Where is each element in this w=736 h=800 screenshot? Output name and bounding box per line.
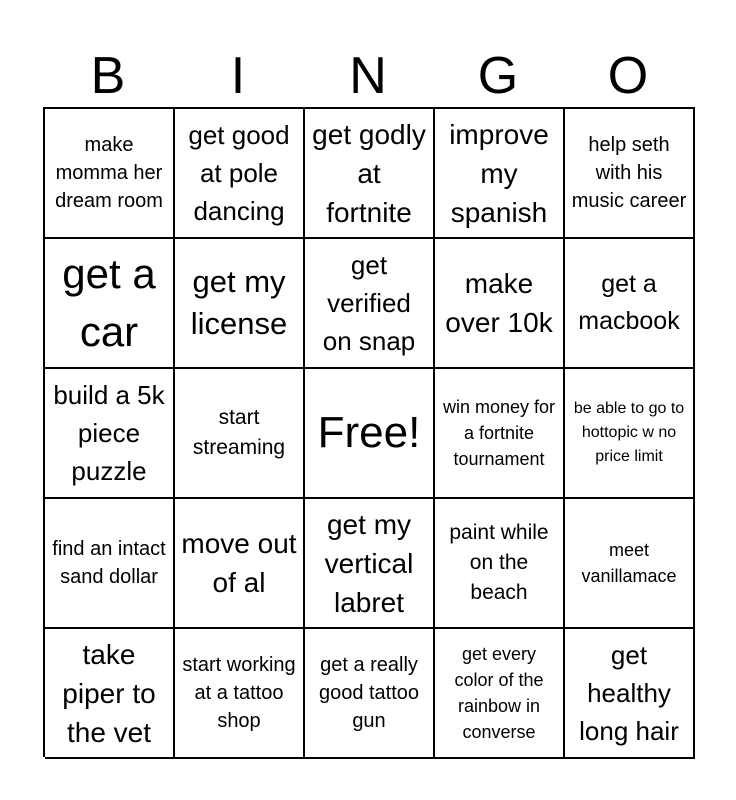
bingo-cell xyxy=(45,499,175,629)
bingo-cell xyxy=(435,109,565,239)
bingo-cell-text: improve my spanish xyxy=(449,118,549,228)
bingo-cell xyxy=(175,369,305,499)
bingo-cell-text: make over 10k xyxy=(445,268,553,338)
bingo-cell-text: meet vanillamace xyxy=(581,540,677,586)
bingo-cell xyxy=(435,629,565,759)
bingo-cell-text: make momma her dream room xyxy=(55,134,163,212)
bingo-cell-text: get my vertical labret xyxy=(324,508,414,618)
bingo-cell xyxy=(175,499,305,629)
bingo-cell xyxy=(435,499,565,629)
bingo-cell-text: start streaming xyxy=(192,406,286,459)
bingo-cell xyxy=(305,629,435,759)
bingo-header xyxy=(43,44,693,108)
bingo-cell-text: get every color of the rainbow in converse xyxy=(454,644,544,742)
bingo-cell xyxy=(305,109,435,239)
bingo-cell xyxy=(175,109,305,239)
bingo-cell-text: win money for a fortnite tournament xyxy=(442,397,556,469)
header-letter-b: B xyxy=(90,47,126,105)
bingo-cell xyxy=(45,369,175,499)
bingo-cell-text: get a car xyxy=(62,250,156,355)
bingo-cell-text: start working at a tattoo shop xyxy=(182,654,296,732)
bingo-cell-text: get good at pole dancing xyxy=(188,120,290,226)
free-space-cell xyxy=(305,369,435,499)
bingo-cell xyxy=(175,629,305,759)
bingo-cell-text: paint while on the beach xyxy=(449,521,549,604)
bingo-cell xyxy=(565,499,695,629)
header-letter-g: G xyxy=(477,47,519,105)
bingo-cell xyxy=(435,369,565,499)
bingo-cell-text: find an intact sand dollar xyxy=(52,538,166,588)
bingo-cell-text: get healthy long hair xyxy=(579,640,679,746)
bingo-cell xyxy=(565,369,695,499)
header-letter-o: O xyxy=(607,47,649,105)
bingo-cell xyxy=(45,239,175,369)
bingo-cell xyxy=(565,109,695,239)
bingo-cell xyxy=(305,499,435,629)
bingo-cell-text: get verified on snap xyxy=(322,250,416,356)
header-letter-n: N xyxy=(349,47,387,105)
bingo-card-grid xyxy=(43,107,695,757)
bingo-cell-text: help seth with his music career xyxy=(571,134,687,212)
bingo-cell-text: get a really good tattoo gun xyxy=(318,654,420,732)
bingo-cell-text: get a macbook xyxy=(578,270,680,335)
bingo-cell xyxy=(565,239,695,369)
bingo-cell xyxy=(305,239,435,369)
bingo-cell-text: take piper to the vet xyxy=(62,638,156,748)
bingo-cell xyxy=(45,109,175,239)
bingo-cell xyxy=(435,239,565,369)
bingo-cell-text: move out of al xyxy=(181,528,297,598)
free-space-text: Free! xyxy=(317,408,421,457)
bingo-cell-text: get godly at fortnite xyxy=(312,118,426,228)
bingo-cell-text: build a 5k piece puzzle xyxy=(53,380,165,486)
bingo-cell-text: be able to go to hottopic w no price limit xyxy=(573,400,685,465)
bingo-cell-text: get my license xyxy=(190,264,288,341)
bingo-cell xyxy=(565,629,695,759)
bingo-cell xyxy=(175,239,305,369)
header-letter-i: I xyxy=(230,47,246,105)
bingo-cell xyxy=(45,629,175,759)
